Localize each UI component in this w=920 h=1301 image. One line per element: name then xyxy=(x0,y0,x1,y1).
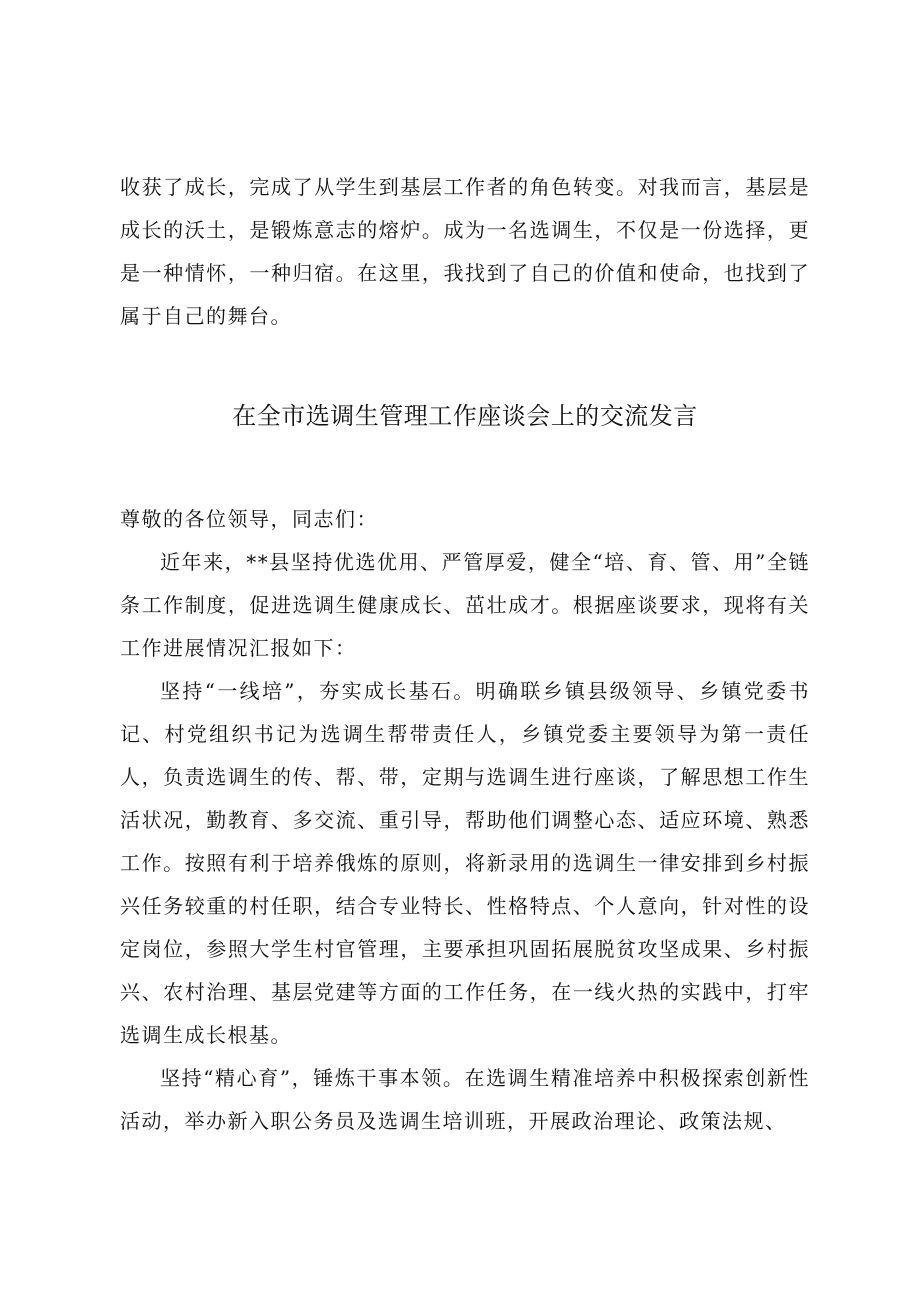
speech-body xyxy=(120,498,810,1143)
body-paragraph-2: 坚持“一线培”，夯实成长基石。明确联乡镇县级领导、乡镇党委书记、村党组织书记为选调生帮带责任人，乡镇党委主要领导为第一责任人，负责选调生的传、帮、带，定期与选调生进行座谈，了解思想工作生活状况，勤教育、多交流、重引导，帮助他们调整心态、适应环境、熟悉工作。按照有利于培养俄炼的原则，将新录用的选调生一律安排到乡村振兴任务较重的村任职，结合专业特长、性格特点、个人意向，针对性的设定岗位，参照大学生村官管理，主要承担巩固拓展脱贫攻坚成果、乡村振兴、农村治理、基层党建等方面的工作任务，在一线火热的实践中，打牢选调生成长根基。 xyxy=(120,679,810,1047)
speech-title: 在全市选调生管理工作座谈会上的交流发言 xyxy=(232,402,698,430)
salutation: 尊敬的各位领导，同志们： xyxy=(120,507,378,531)
intro-paragraph: 收获了成长，完成了从学生到基层工作者的角色转变。对我而言，基层是成长的沃土，是锻炼意志的熔炉。成为一名选调生，不仅是一份选择，更是一种情怀，一种归宿。在这里，我找到了自己的价值和使命，也找到了属于自己的舞台。 xyxy=(120,175,810,328)
body-paragraph-1: 近年来，**县坚持优选优用、严管厚爱，健全“培、育、管、用”全链条工作制度，促进选调生健康成长、茁壮成才。根据座谈要求，现将有关工作进展情况汇报如下： xyxy=(120,550,810,660)
intro-section xyxy=(120,166,810,338)
body-paragraph-3: 坚持“精心育”，锤炼干事本领。在选调生精准培养中积极探索创新性活动，举办新入职公务员及选调生培训班，开展政治理论、政策法规、 xyxy=(120,1066,810,1133)
